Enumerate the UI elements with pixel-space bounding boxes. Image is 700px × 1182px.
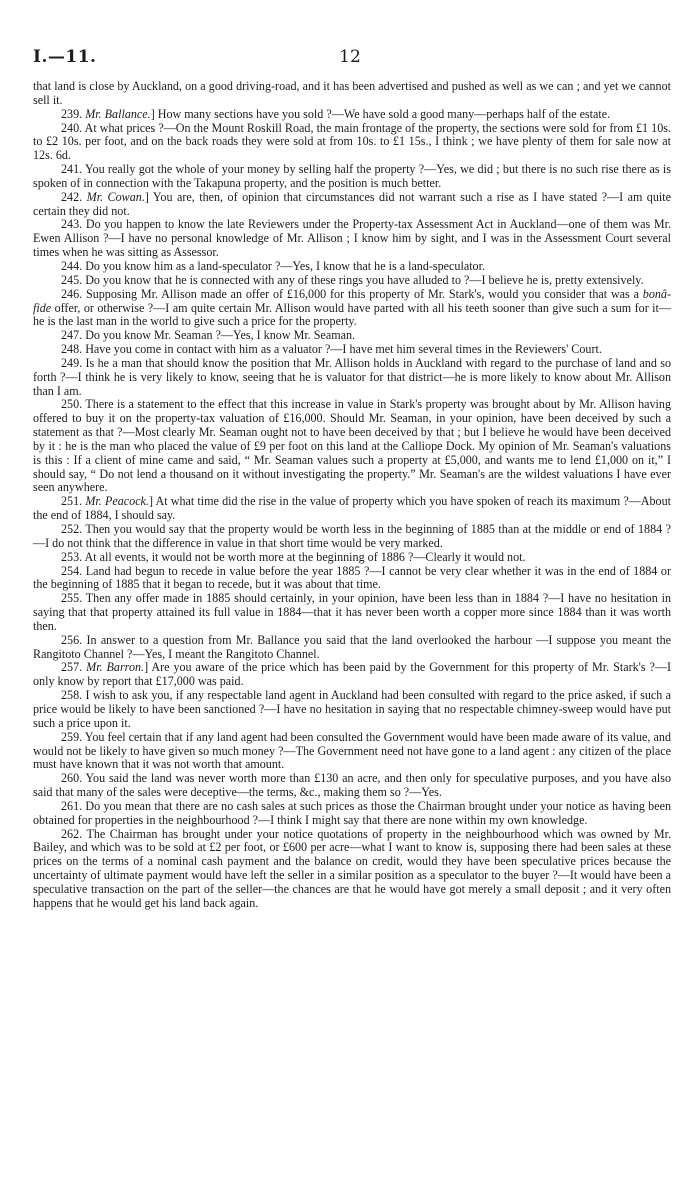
paragraph bbox=[33, 163, 671, 191]
paragraph bbox=[33, 731, 671, 773]
paragraph-text: 243. Do you happen to know the late Reviewers under the Property-tax Assessment Act in Auckland—one of them was Mr. Ewen Allison ?—I have no personal knowledge of Mr. Allison ; I know him by sight, and I was in the Assessment Court several times when he was sitting as Assessor. bbox=[33, 217, 671, 260]
paragraph bbox=[33, 800, 671, 828]
speaker-name: Mr. Barron. bbox=[86, 660, 145, 675]
paragraph-text: 253. At all events, it would not be worth more at the beginning of 1886 ?—Clearly it would not. bbox=[61, 549, 526, 564]
paragraph-text: 251. bbox=[61, 494, 86, 509]
paragraph-text: ] You are, then, of opinion that circumstances did not warrant such a rise as I have stated ?—I am quite certain they did not. bbox=[33, 189, 671, 218]
paragraph bbox=[33, 343, 671, 357]
document-reference: I.—11. bbox=[33, 47, 97, 67]
paragraph bbox=[33, 329, 671, 343]
paragraph bbox=[33, 274, 671, 288]
paragraph bbox=[33, 495, 671, 523]
paragraph-text: 255. Then any offer made in 1885 should certainly, in your opinion, have been less than in 1884 ?—I have no hesitation in saying that that property attained its full value in 1884—that it has never been worth a copper more since 1884 than it was worth then. bbox=[33, 591, 671, 633]
paragraph-text: 260. You said the land was never worth more than £130 an acre, and then only for speculative purposes, and you have also said that many of the sales were deceptive—the terms, &c., making them so ?—Yes. bbox=[33, 771, 671, 800]
speaker-name: bonâ-fide bbox=[33, 286, 671, 315]
paragraph bbox=[33, 191, 671, 219]
paragraph bbox=[33, 398, 671, 495]
paragraph-text: 261. Do you mean that there are no cash sales at such prices as those the Chairman brought under your notice as having been obtained for properties in the neighbourhood ?—I think I might say that there are none within my own knowledge. bbox=[33, 798, 671, 827]
paragraph-text: 242. bbox=[61, 189, 87, 204]
paragraph-text: 239. bbox=[61, 106, 86, 121]
paragraph-text: 254. Land had begun to recede in value before the year 1885 ?—I cannot be very clear whether it was in the end of 1884 or the beginning of 1885 that it began to recede, but it was about that time. bbox=[33, 563, 671, 592]
paragraph bbox=[33, 288, 671, 330]
page-number: 12 bbox=[339, 47, 361, 67]
paragraph bbox=[33, 108, 671, 122]
speaker-name: Mr. Peacock. bbox=[85, 494, 149, 509]
paragraph bbox=[33, 80, 671, 108]
paragraph bbox=[33, 592, 671, 634]
paragraph-text: offer, or otherwise ?—I am quite certain Mr. Allison would have parted with all his teeth sooner than give such a sum for it—he is the last man in the world to give such a price for the property. bbox=[33, 300, 671, 329]
paragraph-text: 244. Do you know him as a land-speculator ?—Yes, I know that he is a land-speculator. bbox=[61, 258, 485, 273]
paragraph-text: that land is close by Auckland, on a good driving-road, and it has been advertised and pushed as well as we can ; and yet we cannot sell it. bbox=[33, 79, 671, 107]
paragraph-text: 241. You really got the whole of your money by selling half the property ?—Yes, we did ; but there is no such rise there as is spoken of in connection with the Takapuna property, and the position is much better. bbox=[33, 162, 671, 190]
paragraph-text: 240. At what prices ?—On the Mount Roskill Road, the main frontage of the property, the sections were sold for from £1 10s. to £2 10s. per foot, and on the back roads they were sold at from 10s. to £1 15s., I think ; we have plenty of them for sale now at 12s. 6d. bbox=[33, 120, 671, 163]
paragraph-text: 250. There is a statement to the effect that this increase in value in Stark's property was brought about by Mr. Allison having offered to buy it on the property-tax valuation of £16,000. Should Mr. Seaman, in your opinion, have been deceived by such a statement as that ?—Most clearly Mr. Seaman ought not to have been deceived by that ; but I believe he would have been deceived by it : he is the man who placed the value of £9 per foot on this land at the Calliope Dock. My opinion of Mr. Seaman's valuations is this : If a client of mine came and said, “ Mr. Seaman values such a property at £5,000, and wants me to lend £1,000 on it,” I should say, “ Do not lend a thousand on it without investigating the property.” Mr. Seaman's are the wildest valuations I have ever seen anywhere. bbox=[33, 397, 671, 495]
paragraph bbox=[33, 634, 671, 662]
paragraph bbox=[33, 260, 671, 274]
paragraph bbox=[33, 122, 671, 164]
paragraph bbox=[33, 218, 671, 260]
paragraph-text: ] How many sections have you sold ?—We have sold a good many—perhaps half of the estate. bbox=[150, 106, 611, 121]
paragraph bbox=[33, 828, 671, 911]
paragraph bbox=[33, 551, 671, 565]
paragraph-text: ] Are you aware of the price which has been paid by the Government for this property of Mr. Stark's ?—I only know by report that £17,000 was paid. bbox=[33, 660, 671, 689]
paragraph-text: 252. Then you would say that the property would be worth less in the beginning of 1885 than at the middle or end of 1884 ?—I do not think that the difference in value in that short time would be very marked. bbox=[33, 522, 671, 550]
paragraph-text: 247. Do you know Mr. Seaman ?—Yes, I know Mr. Seaman. bbox=[61, 328, 356, 343]
paragraph bbox=[33, 357, 671, 399]
speaker-name: Mr. Ballance. bbox=[85, 106, 151, 121]
paragraph-text: ] At what time did the rise in the value of property which you have spoken of reach its maximum ?—About the end of 1884, I should say. bbox=[33, 494, 672, 523]
paragraph-text: 259. You feel certain that if any land agent had been consulted the Government would have been made aware of its value, and would not be likely to have given so much money ?—The Government need not have gone to a land agent : any citizen of the place must have known that it was not worth that amount. bbox=[33, 729, 671, 772]
paragraph-text: 257. bbox=[61, 660, 87, 675]
speaker-name: Mr. Cowan. bbox=[86, 189, 145, 204]
paragraph-text: 248. Have you come in contact with him as a valuator ?—I have met him several times in the Reviewers' Court. bbox=[61, 342, 602, 357]
paragraph-text: 256. In answer to a question from Mr. Ballance you said that the land overlooked the harbour —I suppose you meant the Rangitoto Channel ?—Yes, I meant the Rangitoto Channel. bbox=[33, 632, 671, 661]
paragraph bbox=[33, 772, 671, 800]
paragraph-text: 258. I wish to ask you, if any respectable land agent in Auckland had been consulted with regard to the price asked, if such a price would be likely to have been sanctioned ?—I have no hesitation in saying that no respectable chimney-sweep would have put such a price upon it. bbox=[33, 688, 671, 730]
document-body bbox=[33, 80, 671, 911]
paragraph bbox=[33, 689, 671, 731]
paragraph-text: 249. Is he a man that should know the position that Mr. Allison holds in Auckland with regard to the purchase of land and so forth ?—I think he is very likely to know, seeing that he is valuator for that district—he is more likely to know about Mr. Allison than I am. bbox=[33, 355, 671, 398]
paragraph bbox=[33, 523, 671, 551]
paragraph-text: 262. The Chairman has brought under your notice quotations of property in the neighbourhood which was owned by Mr. Bailey, and which was to be sold at £2 per foot, or £600 per acre—what I want to know is, supposing there had been sales at these prices on the terms of a nominal cash payment and the balance on credit, would they have been speculative prices because the uncertainty of ultimate payment would have left the seller in a similar position as a speculator to the buyer ?—It would have been a speculative transaction on the part of the seller—the chances are that he would have got merely a small deposit ; and it very often happens that he would get his land back again. bbox=[33, 826, 671, 910]
paragraph-text: 246. Supposing Mr. Allison made an offer of £16,000 for this property of Mr. Stark's, would you consider that was a bbox=[61, 286, 643, 301]
paragraph bbox=[33, 565, 671, 593]
paragraph-text: 245. Do you know that he is connected with any of these rings you have alluded to ?—I believe he is, pretty extensively. bbox=[61, 272, 644, 287]
paragraph bbox=[33, 661, 671, 689]
